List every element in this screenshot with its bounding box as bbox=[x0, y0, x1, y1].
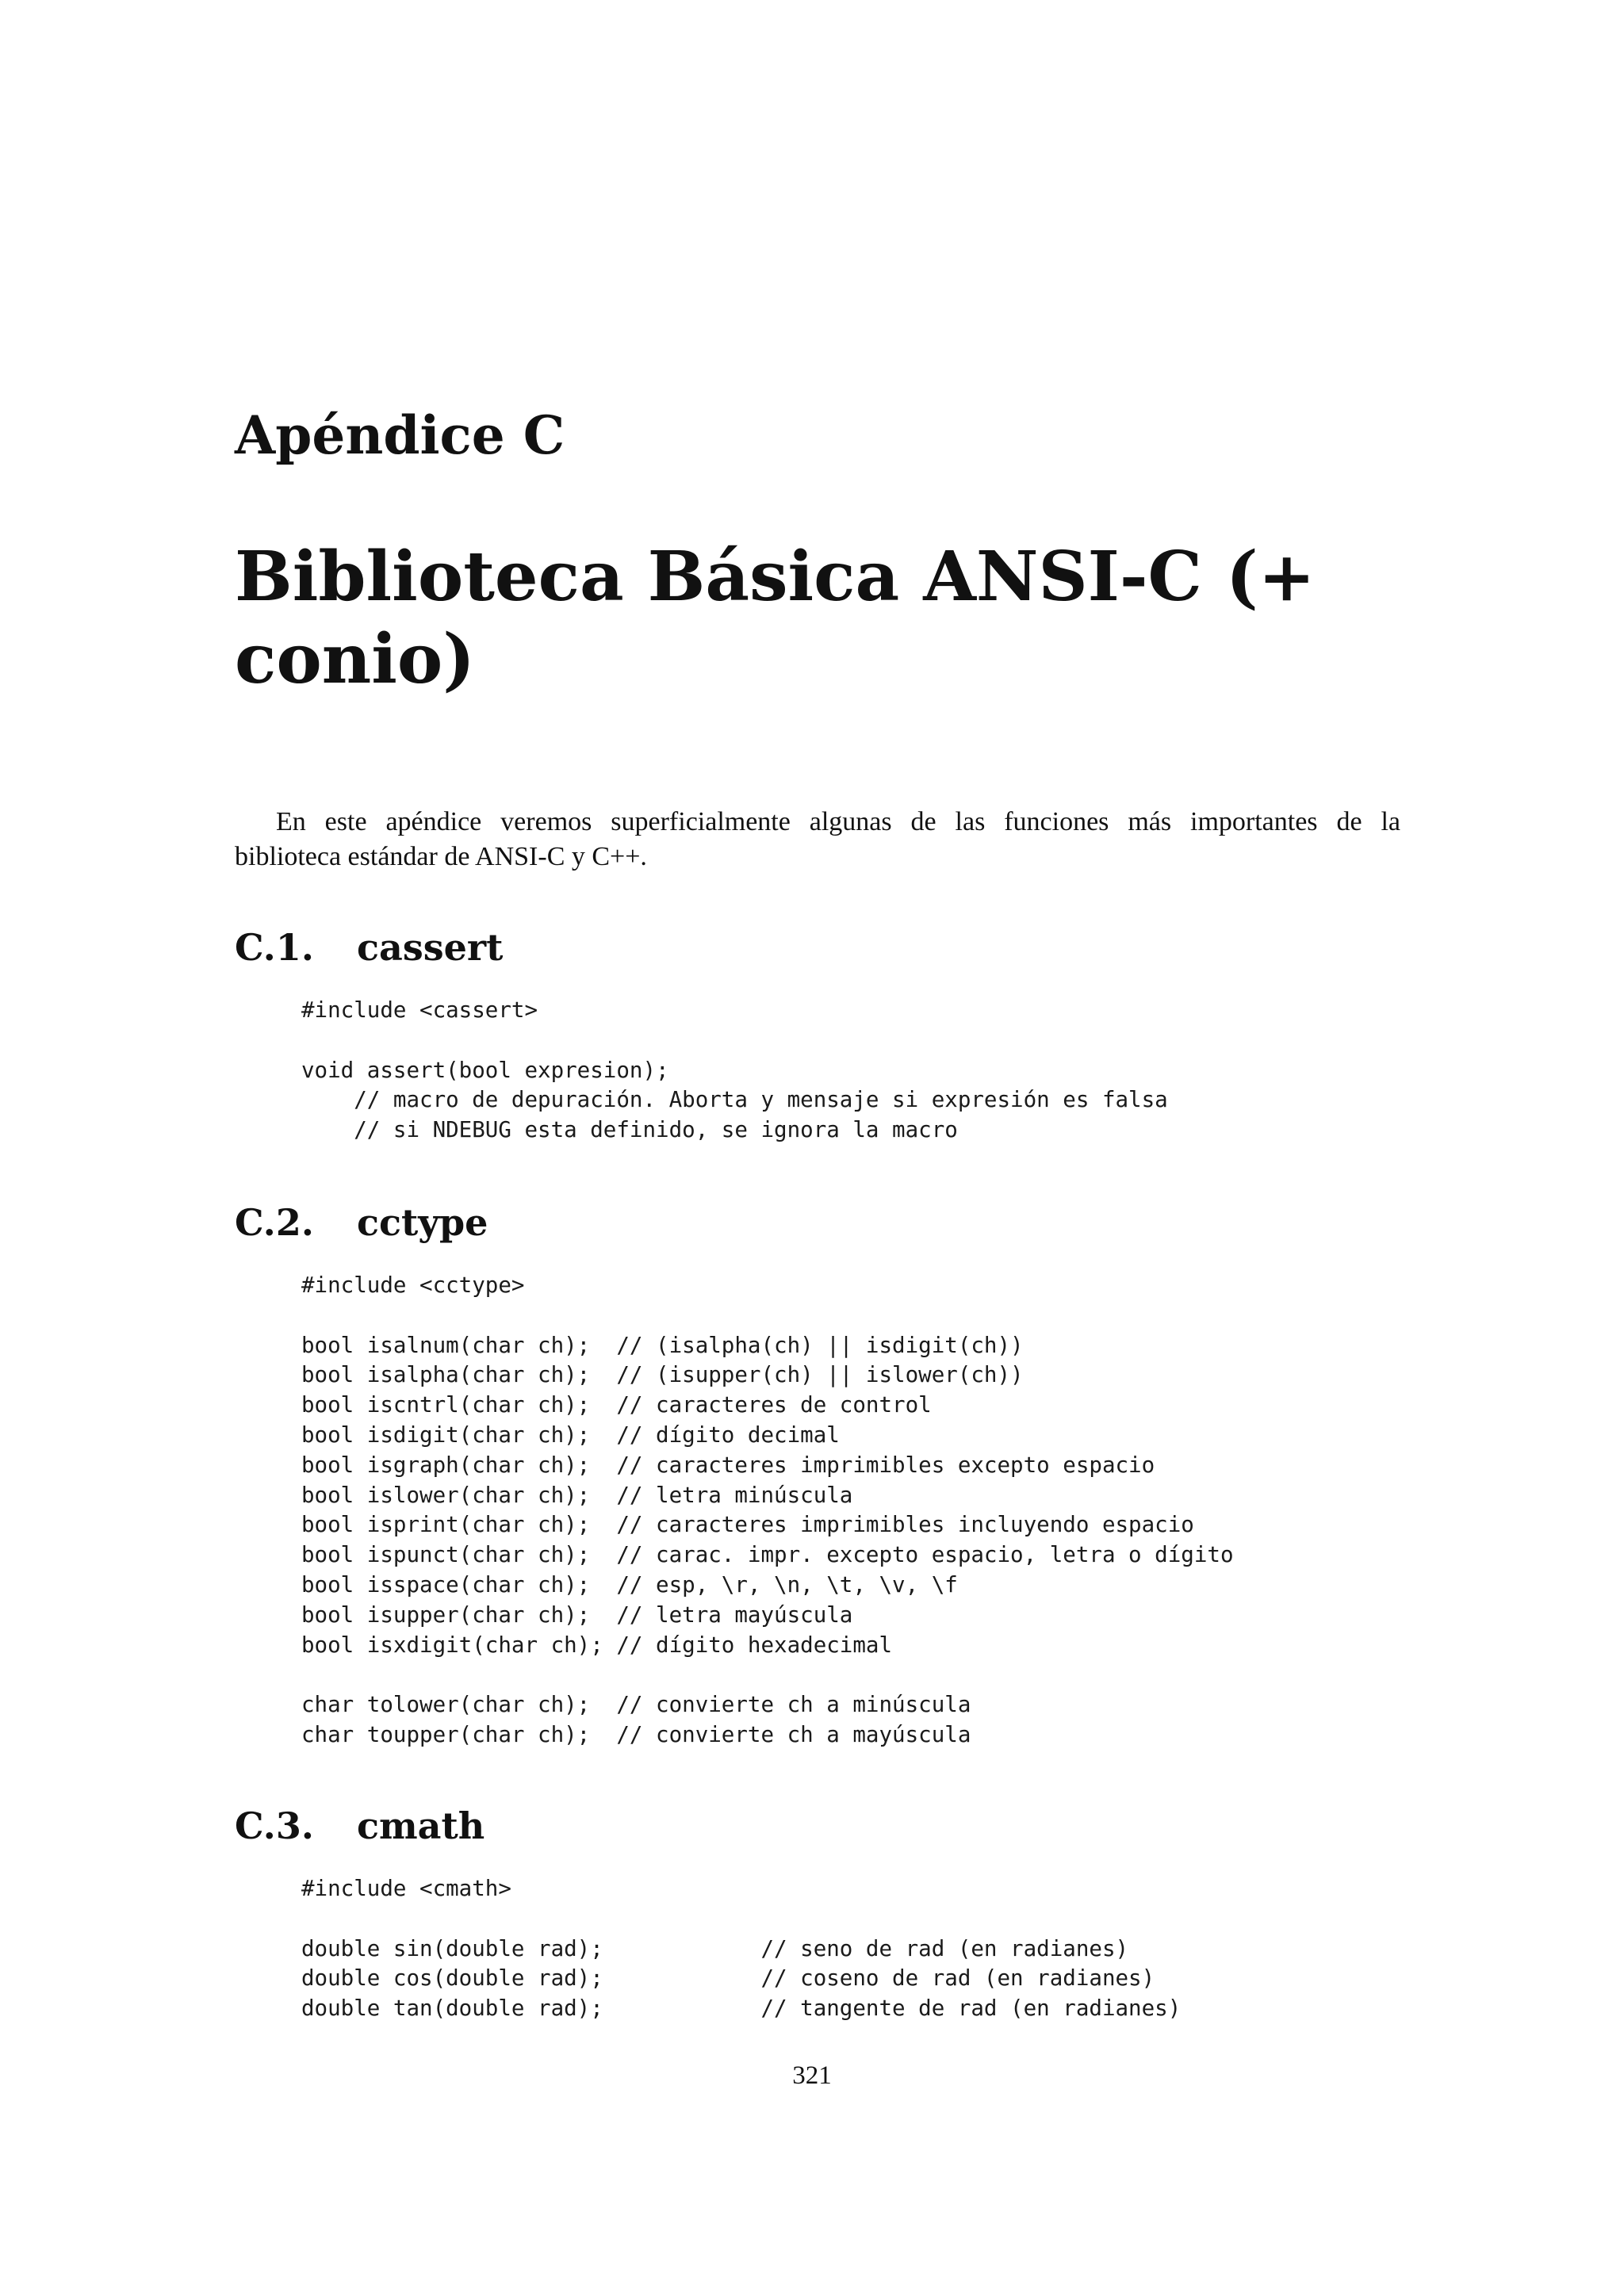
section-title: cmath bbox=[357, 1804, 485, 1847]
code-line bbox=[301, 1904, 1181, 1934]
page-number: 321 bbox=[792, 2061, 832, 2090]
code-line bbox=[301, 1026, 1168, 1056]
code-line: bool isspace(char ch); // esp, \r, \n, \t, \v, \f bbox=[301, 1571, 958, 1598]
section-title: cassert bbox=[357, 926, 504, 969]
code-line: void assert(bool expresion); bbox=[301, 1057, 669, 1083]
section-number: C.2. bbox=[235, 1201, 314, 1244]
code-line: #include <cmath> bbox=[301, 1876, 511, 1901]
code-line: char toupper(char ch); // convierte ch a mayúscula bbox=[301, 1721, 971, 1747]
code-line: bool isgraph(char ch); // caracteres imprimibles excepto espacio bbox=[301, 1452, 1155, 1478]
code-line: bool isalpha(char ch); // (isupper(ch) || islower(ch)) bbox=[301, 1362, 1024, 1388]
code-line: // macro de depuración. Aborta y mensaje si expresión es falsa bbox=[301, 1087, 1168, 1113]
code-line bbox=[301, 1660, 1234, 1690]
code-line: bool isdigit(char ch); // dígito decimal bbox=[301, 1422, 840, 1448]
code-line: bool isxdigit(char ch); // dígito hexadecimal bbox=[301, 1632, 893, 1658]
section-heading-cctype bbox=[235, 1201, 488, 1244]
chapter-label: Apéndice C bbox=[235, 404, 565, 466]
chapter-title-line: conio) bbox=[235, 619, 475, 699]
code-line: // si NDEBUG esta definido, se ignora la macro bbox=[301, 1117, 958, 1143]
code-line: double cos(double rad); // coseno de rad (en radianes) bbox=[301, 1965, 1155, 1992]
section-number: C.1. bbox=[235, 926, 314, 969]
code-block-cmath bbox=[301, 1874, 1181, 2024]
code-line: bool isupper(char ch); // letra mayúscula bbox=[301, 1601, 853, 1628]
intro-line: En este apéndice veremos superficialmente algunas de las funciones más importantes de la bbox=[276, 807, 1400, 836]
intro-paragraph bbox=[235, 805, 1400, 874]
code-line: bool islower(char ch); // letra minúscula bbox=[301, 1482, 853, 1508]
code-line: char tolower(char ch); // convierte ch a minúscula bbox=[301, 1692, 971, 1718]
section-heading-cmath bbox=[235, 1804, 485, 1847]
code-line: bool iscntrl(char ch); // caracteres de control bbox=[301, 1392, 932, 1418]
code-block-cctype bbox=[301, 1271, 1234, 1751]
chapter-title bbox=[235, 536, 1424, 701]
code-line: bool ispunct(char ch); // carac. impr. excepto espacio, letra o dígito bbox=[301, 1542, 1234, 1568]
code-line bbox=[301, 1301, 1234, 1331]
section-title: cctype bbox=[357, 1201, 488, 1244]
chapter-title-line: Biblioteca Básica ANSI-C (+ bbox=[235, 537, 1316, 617]
code-line: double tan(double rad); // tangente de rad (en radianes) bbox=[301, 1996, 1182, 2022]
code-line: bool isprint(char ch); // caracteres imprimibles incluyendo espacio bbox=[301, 1512, 1194, 1538]
code-line: #include <cassert> bbox=[301, 997, 538, 1023]
code-block-cassert bbox=[301, 996, 1168, 1146]
section-heading-cassert bbox=[235, 926, 504, 969]
section-number: C.3. bbox=[235, 1804, 314, 1847]
code-line: #include <cctype> bbox=[301, 1272, 525, 1298]
intro-line: biblioteca estándar de ANSI-C y C++. bbox=[235, 842, 647, 871]
code-line: double sin(double rad); // seno de rad (en radianes) bbox=[301, 1935, 1129, 1961]
code-line: bool isalnum(char ch); // (isalpha(ch) || isdigit(ch)) bbox=[301, 1332, 1024, 1358]
